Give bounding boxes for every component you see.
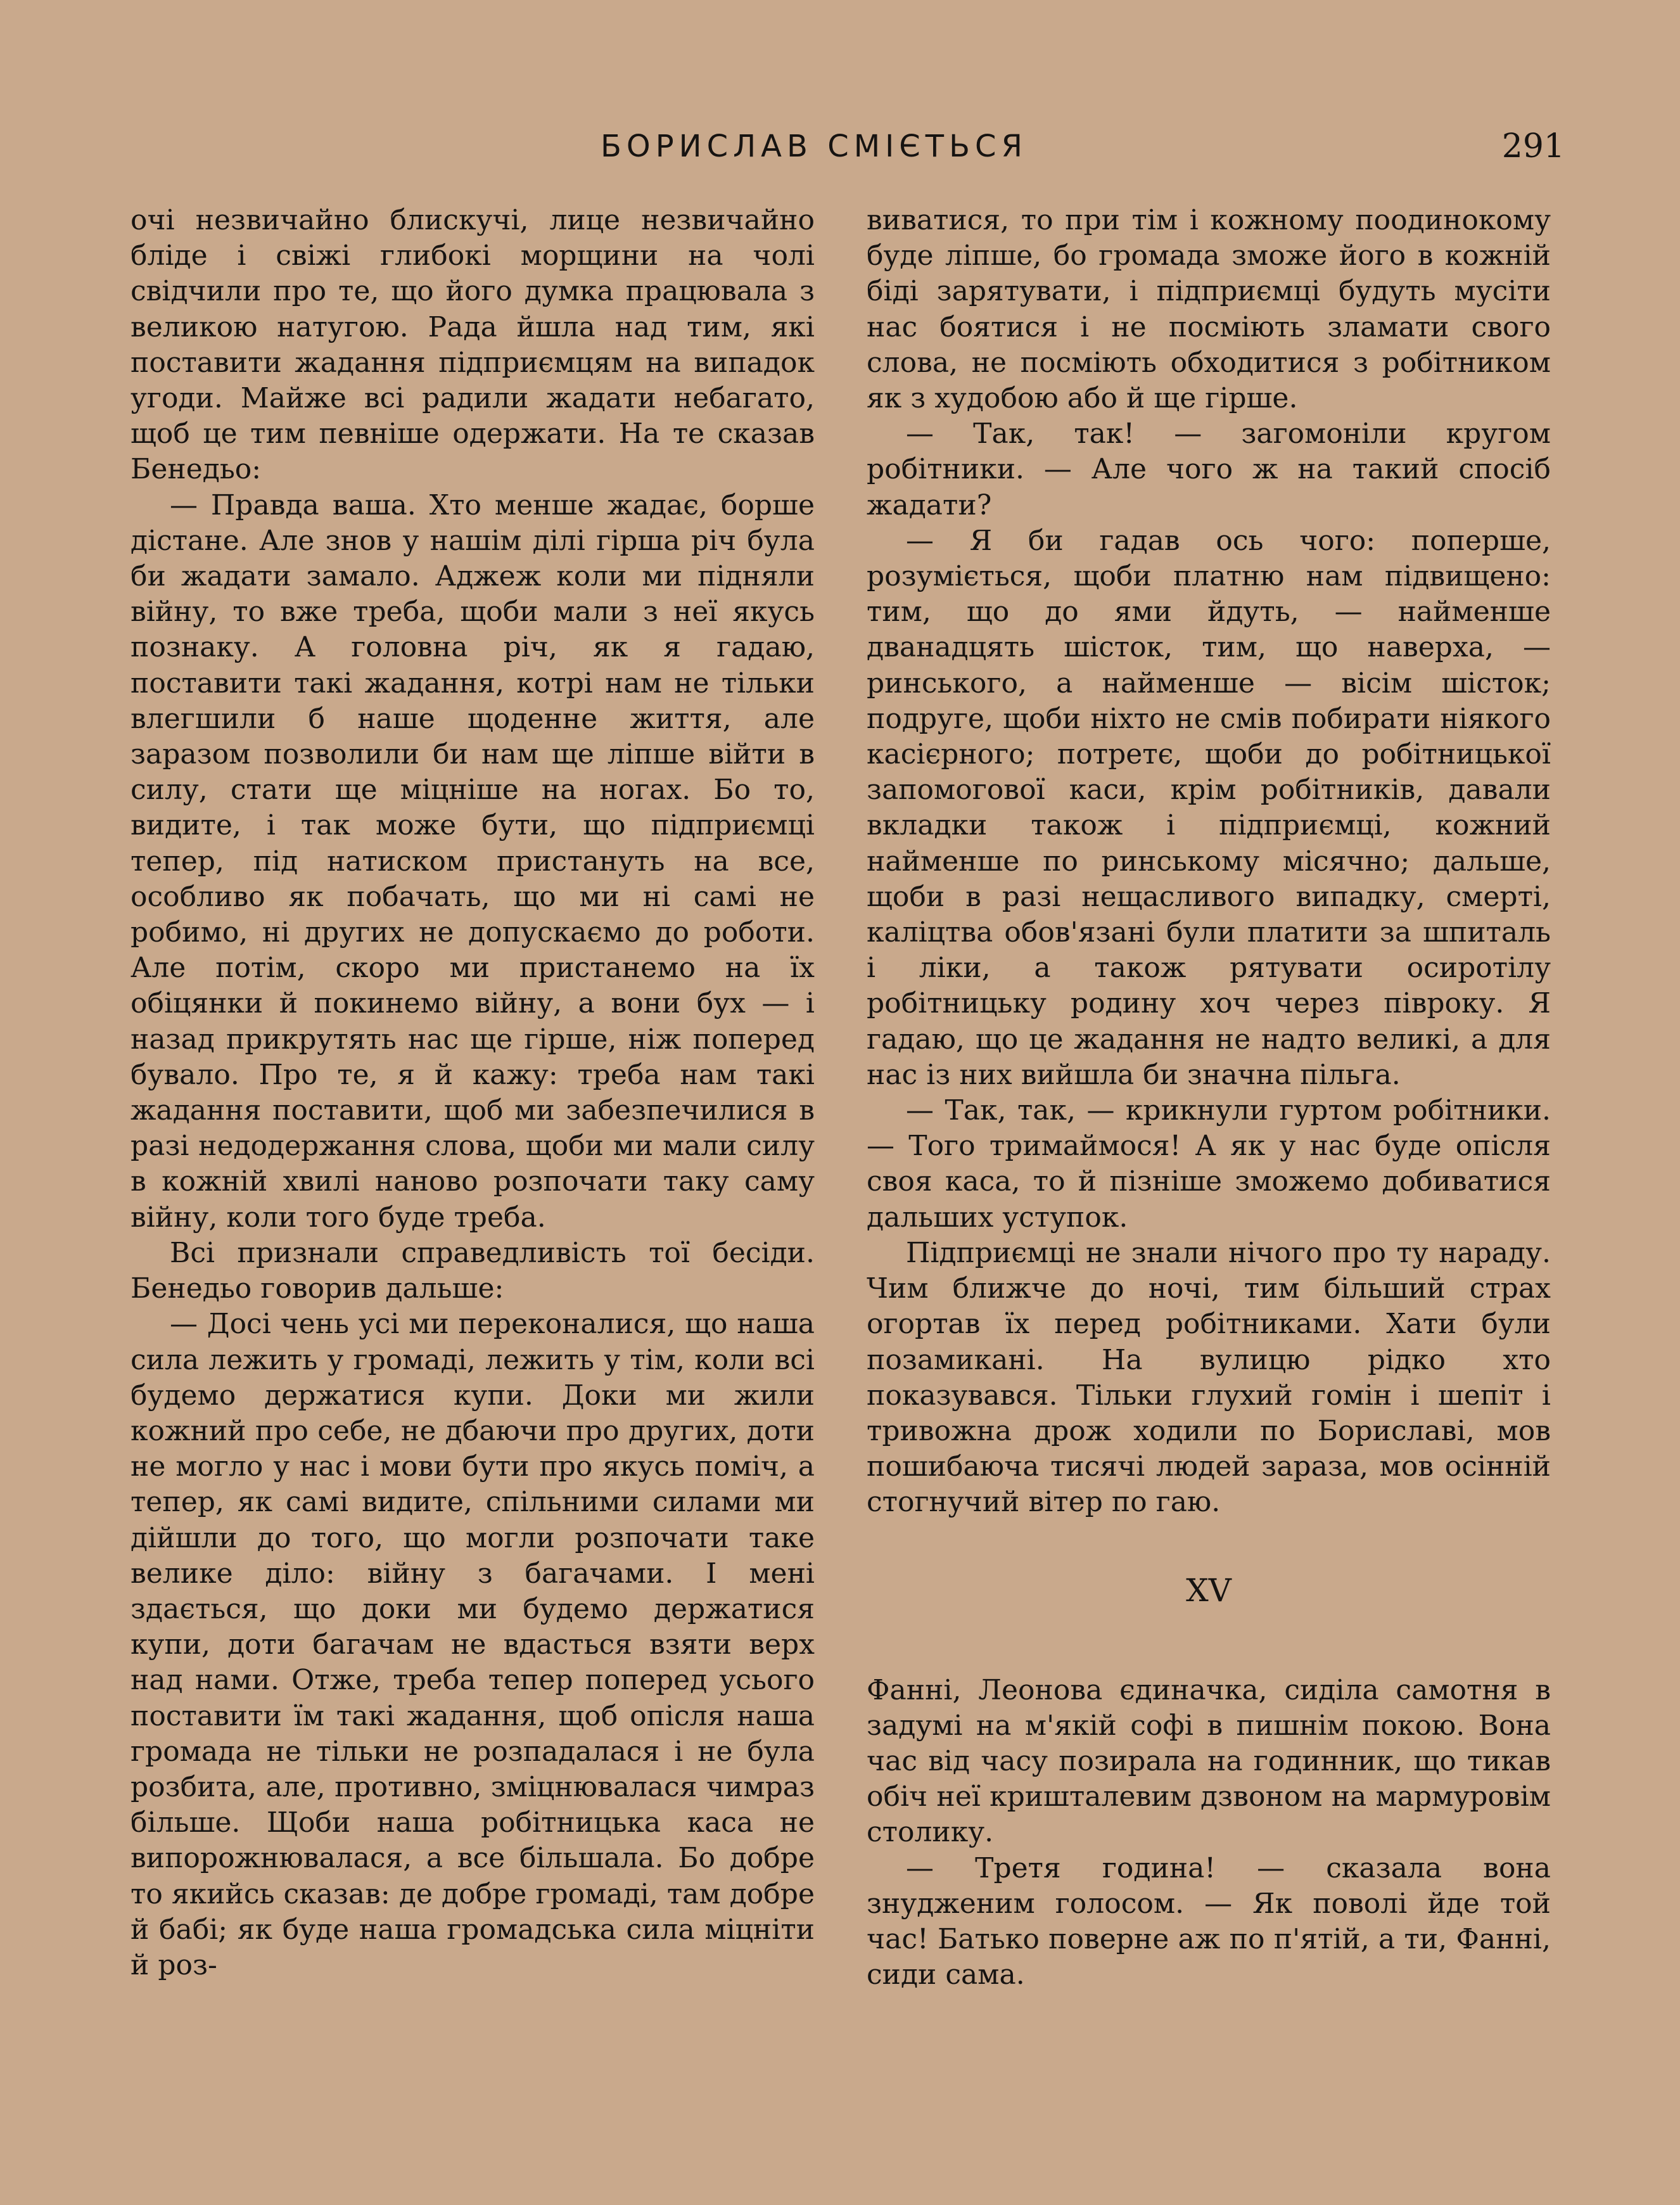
page-header [133, 124, 1565, 169]
paragraph: — Я би гадав ось чого: поперше, розуміється, щоби платню нам підвищено: тим, що до ями йдуть, — найменше дванадцять шісток, тим, що наверха, — ринського, а найменше — вісім шісток; подруге, щоби ніхто не смів побирати ніякого касієрного; потретє, щоби до робітницької запомогової каси, крім робітників, давали вкладки також і підприємці, кожний найменше по ринському місячно; дальше, щоби в разі нещасливого випадку, смерті, каліцтва обов'язані були платити за шпиталь і ліки, а також рятувати осиротілу робітницьку родину хоч через півроку. Я гадаю, що це жадання не надто великі, а для нас із них вийшла би значна пільга. [867, 524, 1551, 1091]
paragraph: Всі признали справедливість тої бесіди. Бенедьо говорив дальше: [130, 1236, 815, 1305]
paragraph: — Так, так, — крикнули гуртом робітники. — Того тримаймося! А як у нас буде опісля своя каса, то й пізніше зможемо добиватися дальших уступок. [867, 1094, 1551, 1234]
paragraph: виватися, то при тім і кожному поодинокому буде ліпше, бо громада зможе його в кожній біді зарятувати, і підприємці будуть мусіти нас боятися і не посміють зламати свого слова, не посміють обходитися з робітником як з худобою або й ще гірше. [867, 204, 1551, 415]
right-column [867, 203, 1551, 1993]
running-title: БОРИСЛАВ СМІЄТЬСЯ [601, 129, 1028, 164]
paragraph: — Правда ваша. Хто менше жадає, борше дістане. Але знов у нашім ділі гірша річ була би жадати замало. Аджеж коли ми підняли війну, то вже треба, щоби мали з неї якусь познаку. А головна річ, як я гадаю, поставити такі жадання, котрі нам не тільки влегшили б наше щоденне життя, але заразом позволили би нам ще ліпше війти в силу, стати ще міцніше на ногах. Бо то, видите, і так може бути, що підприємці тепер, під натиском пристануть на все, особливо як побачать, що ми ні самі не робимо, ні других не допускаємо до роботи. Але потім, скоро ми пристанемо на їх обіцянки й покинемо війну, а вони бух — і назад прикрутять нас ще гірше, ніж поперед бувало. Про те, я й кажу: треба нам такі жадання поставити, щоб ми забезпечилися в разі недодержання слова, щоби ми мали силу в кожній хвилі наново розпочати таку саму війну, коли того буде треба. [130, 489, 815, 1234]
paragraph: Фанні, Леонова єдиначка, сиділа самотня в задумі на м'якій софі в пишнім покою. Вона час від часу позирала на годинник, що тикав обіч неї кришталевим дзвоном на мармуровім столику. [867, 1673, 1551, 1849]
paragraph: — Так, так! — загомоніли кругом робітники. — Але чого ж на такий спосіб жадати? [867, 418, 1551, 521]
paragraph: — Досі чень усі ми переконалися, що наша сила лежить у громаді, лежить у тім, коли всі будемо держатися купи. Доки ми жили кожний про себе, не дбаючи про других, доти не могло у нас і мови бути про якусь поміч, а тепер, як самі видите, спільними силами ми дійшли до того, що могли розпочати таке велике діло: війну з багачами. І мені здається, що доки ми будемо держатися купи, доти багачам не вдасться взяти верх над нами. Отже, треба тепер поперед усього поставити їм такі жадання, щоб опісля наша громада не тільки не розпадалася і не була розбита, але, противно, зміцнювалася чимраз більше. Щоби наша робітницька каса не випорожнювалася, а все більшала. Бо добре то якийсь сказав: де добре громаді, там добре й бабі; як буде наша громадська сила міцніти й роз- [130, 1308, 815, 1981]
paragraph: Підприємці не знали нічого про ту нараду. Чим ближче до ночі, тим більший страх огортав їх перед робітниками. Хати були позамикані. На вулицю рідко хто показувався. Тільки глухий гомін і шепіт і тривожна дрож ходили по Бориславі, мов пошибаюча тисячі людей зараза, мов осінній стогнучий вітер по гаю. [867, 1236, 1551, 1519]
paragraph: — Третя година! — сказала вона знудженим голосом. — Як поволі йде той час! Батько поверне аж по п'ятій, а ти, Фанні, сиди сама. [867, 1851, 1551, 1991]
left-column [130, 203, 815, 1983]
chapter-heading: XV [1186, 1571, 1231, 1609]
page-number: 291 [1501, 127, 1565, 165]
paragraph: очі незвичайно блискучі, лице незвичайно бліде і свіжі глибокі морщини на чолі свідчили про те, що його думка працювала з великою натугою. Рада йшла над тим, які поставити жадання підприємцям на випадок угоди. Майже всі радили жадати небагато, щоб це тим певніше одержати. На те сказав Бенедьо: [130, 204, 815, 486]
